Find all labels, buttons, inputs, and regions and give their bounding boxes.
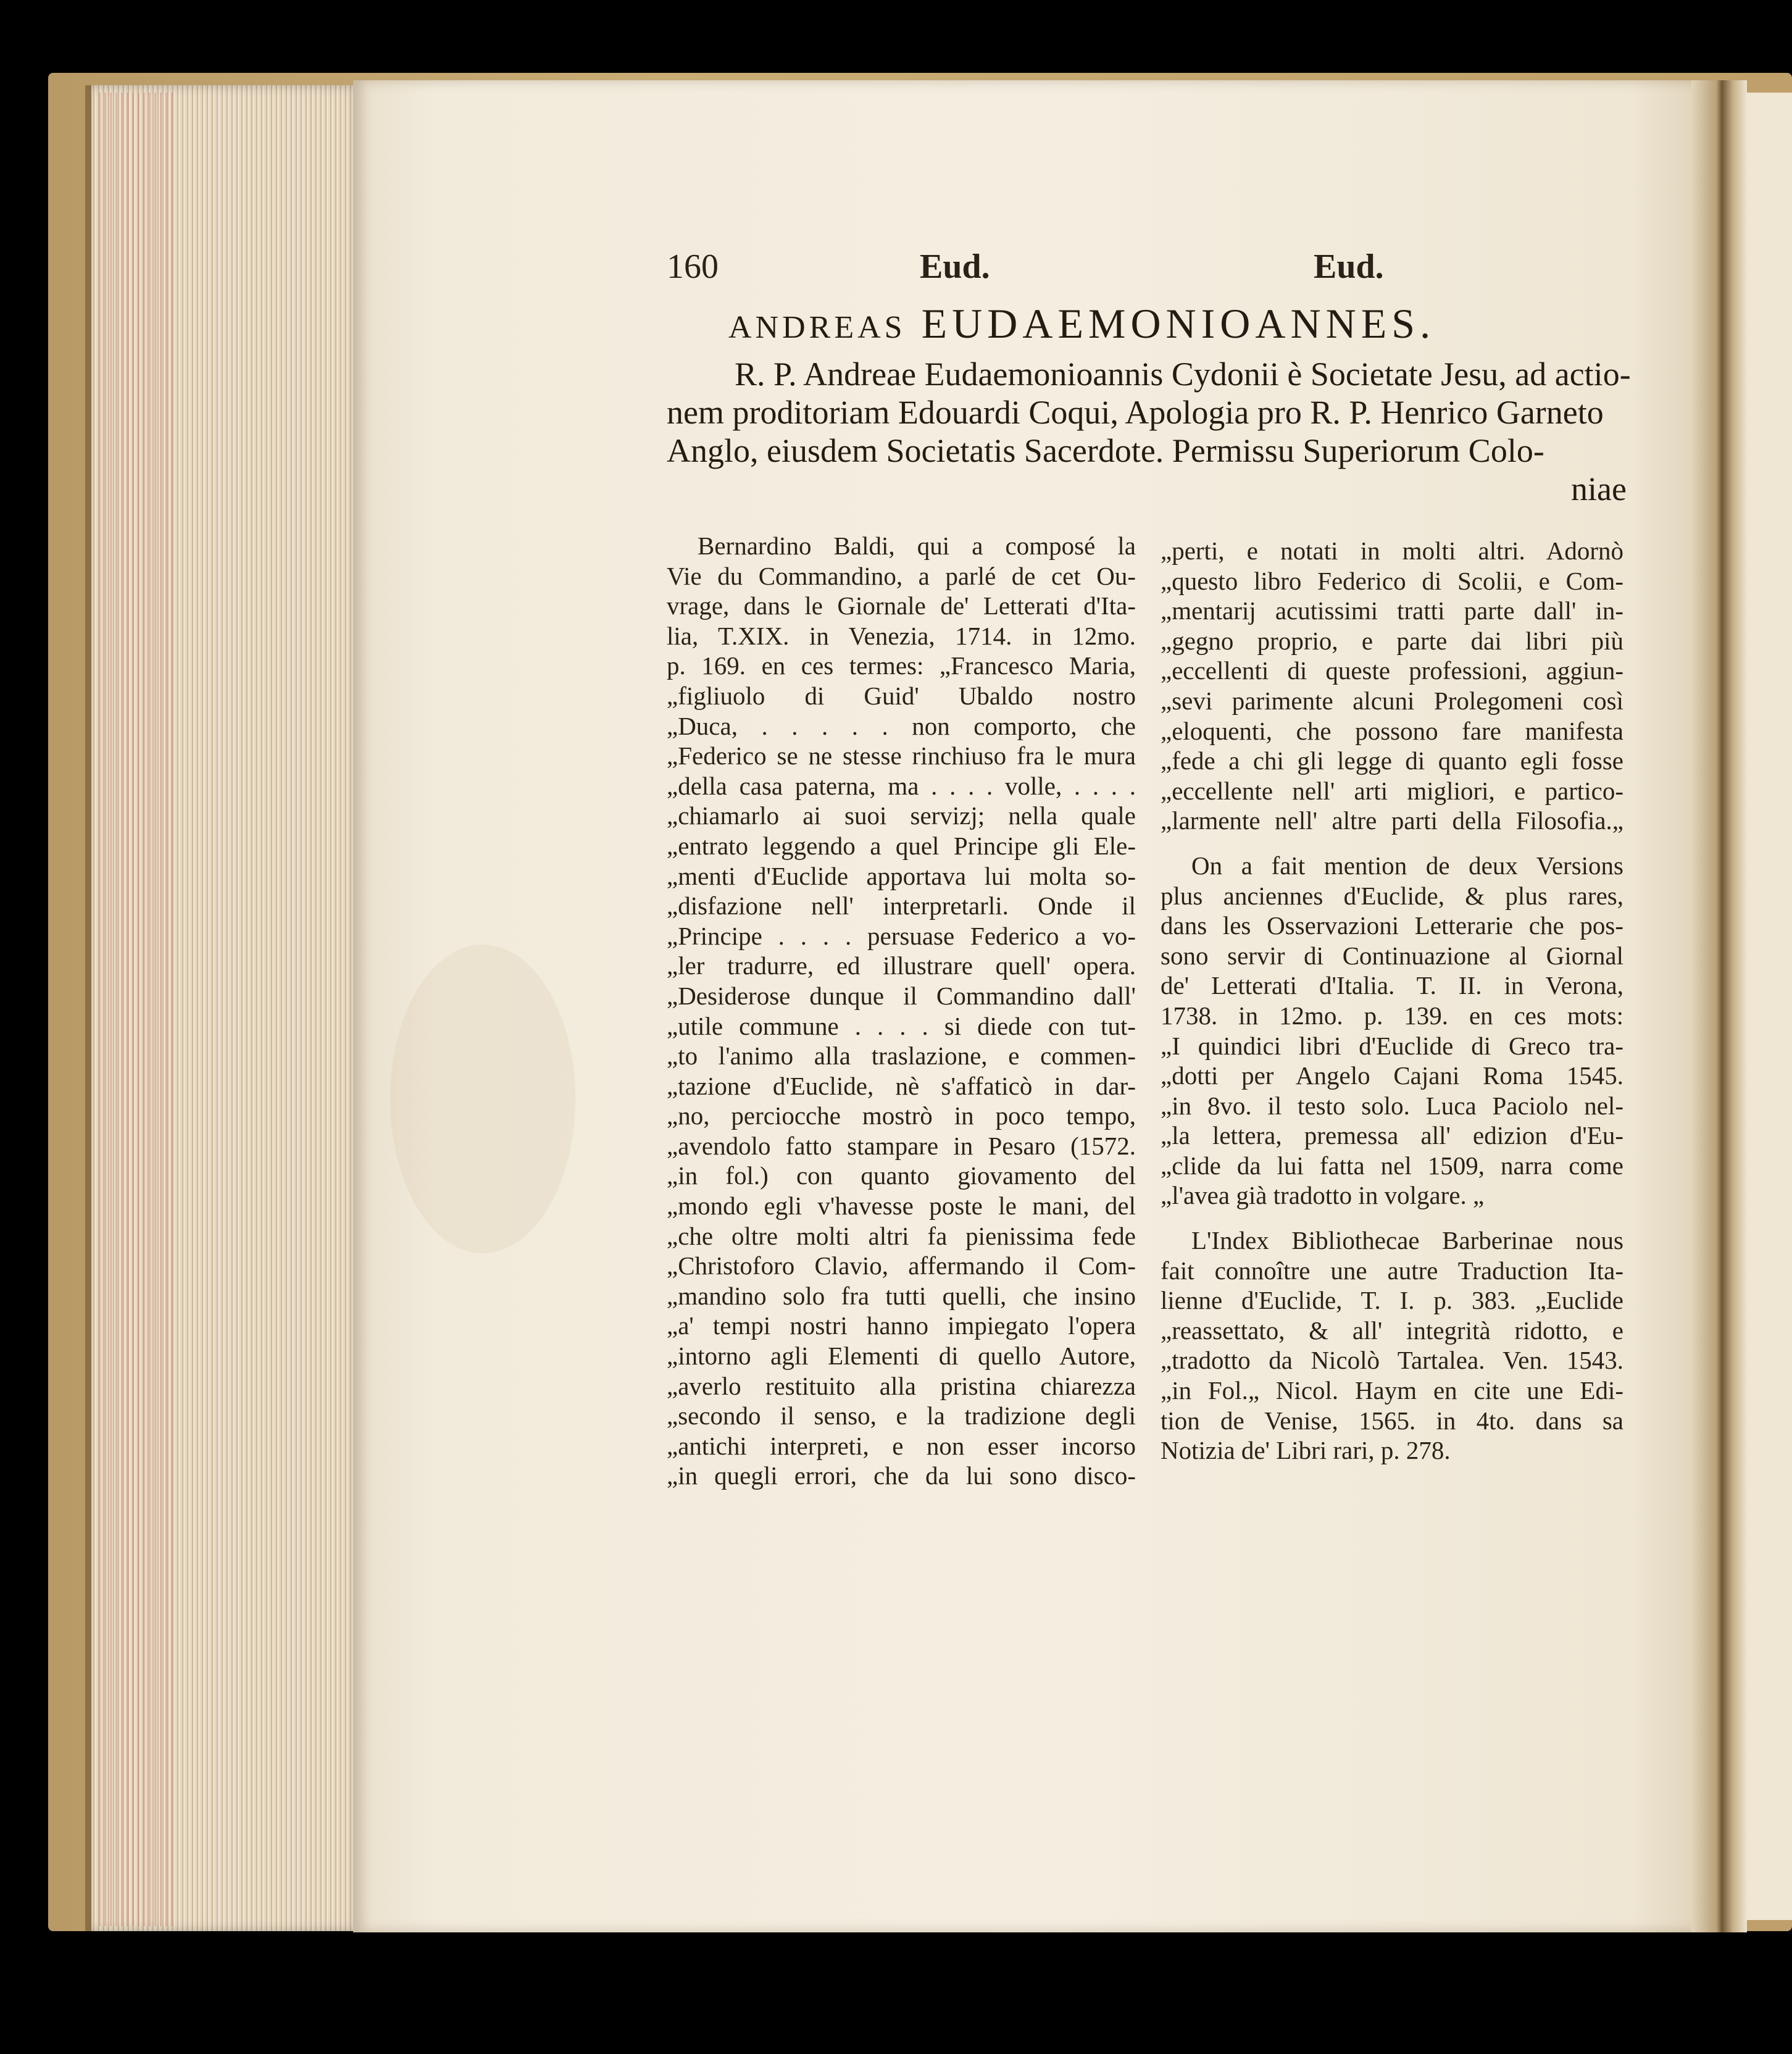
text-line: „questo libro Federico di Scolii, e Com- [1161,566,1623,595]
text-line: „eccellenti di queste professioni, aggiun- [1161,656,1623,685]
text-line: „eloquenti, che possono fare manifesta [1161,716,1623,745]
text-line: „larmente nell' altre parti della Filosofia.„ [1161,806,1623,835]
text-line: vrage, dans le Giornale de' Letterati d'Ita- [667,591,1136,620]
running-head-right: Eud. [1314,248,1384,286]
text-line: „reassettato, & all' integrità ridotto, e [1161,1316,1623,1345]
text-line: „averlo restituito alla pristina chiarezza [667,1371,1136,1400]
entry-line: Anglo, eiusdem Societatis Sacerdote. Permissu Superiorum Colo- [667,432,1544,469]
text-line: „avendolo fatto stampare in Pesaro (1572. [667,1131,1136,1160]
text-line: On a fait mention de deux Versions [1191,851,1623,880]
left-column [667,531,1136,1491]
text-line: „clide da lui fatta nel 1509, narra come [1161,1151,1623,1180]
text-line: p. 169. en ces termes: „Francesco Maria, [667,651,1136,680]
text-line: „eccellente nell' arti migliori, e partico- [1161,776,1623,805]
text-line: „perti, e notati in molti altri. Adornò [1161,536,1623,565]
text-line: de' Letterati d'Italia. T. II. in Verona, [1161,971,1623,1000]
text-line: „utile commune . . . . si diede con tut- [667,1011,1136,1040]
text-line: „chiamarlo ai suoi servizj; nella quale [667,801,1136,830]
text-line: „in 8vo. il testo solo. Luca Paciolo nel- [1161,1091,1623,1120]
heading-surname: EUDAEMONIOANNES. [921,300,1436,347]
text-line: „mondo egli v'havesse poste le mani, del [667,1192,1136,1221]
text-line: „dotti per Angelo Cajani Roma 1545. [1161,1061,1623,1090]
text-line: „ler tradurre, ed illustrare quell' opera. [667,951,1136,980]
text-line: plus anciennes d'Euclide, & plus rares, [1161,881,1623,910]
entry-line: R. P. Andreae Eudaemonioannis Cydonii è Societate Jesu, ad actio- [735,356,1631,393]
text-line: „tradotto da Nicolò Tartalea. Ven. 1543. [1161,1346,1623,1375]
entry-line: niae [1571,470,1627,507]
text-line: „mandino solo fra tutti quelli, che insino [667,1281,1136,1310]
text-line: „Christoforo Clavio, affermando il Com- [667,1251,1136,1280]
paper-stain [390,945,575,1253]
text-line: „disfazione nell' interpretarli. Onde il [667,891,1136,921]
text-line: „intorno agli Elementi di quello Autore, [667,1342,1136,1371]
paragraph-gap [1161,836,1623,851]
text-line: „entrato leggendo a quel Principe gli Ele- [667,831,1136,860]
text-line: „Desiderose dunque il Commandino dall' [667,981,1136,1010]
text-line: Notizia de' Libri rari, p. 278. [1161,1436,1451,1465]
text-line: „in Fol.„ Nicol. Haym en cite une Edi- [1161,1376,1623,1405]
text-line: „secondo il senso, e la tradizione degli [667,1401,1136,1430]
text-line: sono servir di Continuazione al Giornal [1161,941,1623,970]
bibliographic-entry [667,355,1631,508]
page-number: 160 [667,248,719,286]
text-line: lienne d'Euclide, T. I. p. 383. „Euclide [1161,1286,1623,1315]
text-line: „menti d'Euclide apportava lui molta so- [667,861,1136,890]
text-line: „tazione d'Euclide, nè s'affaticò in dar- [667,1071,1136,1100]
text-line: „in quegli errori, che da lui sono disco- [667,1461,1136,1490]
text-line: tion de Venise, 1565. in 4to. dans sa [1161,1406,1623,1435]
text-line: „gegno proprio, e parte dai libri più [1161,626,1623,655]
text-line: „della casa paterna, ma . . . . volle, . . . . [667,771,1136,800]
text-line: „a' tempi nostri hanno impiegato l'opera [667,1311,1136,1340]
text-line: „Principe . . . . persuase Federico a vo- [667,921,1136,950]
text-line: „l'avea già tradotto in volgare. „ [1161,1181,1485,1210]
text-line: „antichi interpreti, e non esser incorso [667,1431,1136,1460]
text-line: L'Index Bibliothecae Barberinae nous [1191,1226,1623,1255]
text-line: „Duca, . . . . . non comporto, che [667,711,1136,740]
text-line: fait connoître une autre Traduction Ita- [1161,1256,1623,1285]
text-line: „I quindici libri d'Euclide di Greco tra- [1161,1031,1623,1060]
text-line: Vie du Commandino, a parlé de cet Ou- [667,561,1136,590]
text-line: Bernardino Baldi, qui a composé la [698,532,1136,560]
running-head-left: Eud. [920,248,990,286]
text-line: „che oltre molti altri fa pienissima fede [667,1221,1136,1250]
right-column [1161,536,1623,1466]
text-line: dans les Osservazioni Letterarie che pos- [1161,911,1623,940]
text-line: „no, perciocche mostrò in poco tempo, [667,1101,1136,1130]
entry-heading [728,299,1642,348]
text-line: „mentarij acutissimi tratti parte dall' in- [1161,596,1623,625]
book-gutter [1691,80,1747,1932]
facing-page-edge [1747,93,1792,1920]
text-line: „sevi parimente alcuni Prolegomeni così [1161,686,1623,715]
text-line: „fede a chi gli legge di quanto egli fosse [1161,746,1623,775]
text-line: lia, T.XIX. in Venezia, 1714. in 12mo. [667,621,1136,650]
paragraph-gap [1161,1211,1623,1225]
heading-first-name: ANDREAS [728,310,906,345]
text-line: „la lettera, premessa all' edizion d'Eu- [1161,1121,1623,1150]
text-line: 1738. in 12mo. p. 139. en ces mots: [1161,1001,1623,1030]
text-line: „Federico se ne stesse rinchiuso fra le mura [667,741,1136,770]
entry-line: nem proditoriam Edouardi Coqui, Apologia pro R. P. Henrico Garneto [667,394,1604,431]
text-line: „figliuolo di Guid' Ubaldo nostro [667,681,1136,710]
page-edge-tint [99,93,173,1926]
text-line: „to l'animo alla traslazione, e commen- [667,1042,1136,1071]
text-line: „in fol.) con quanto giovamento del [667,1161,1136,1190]
